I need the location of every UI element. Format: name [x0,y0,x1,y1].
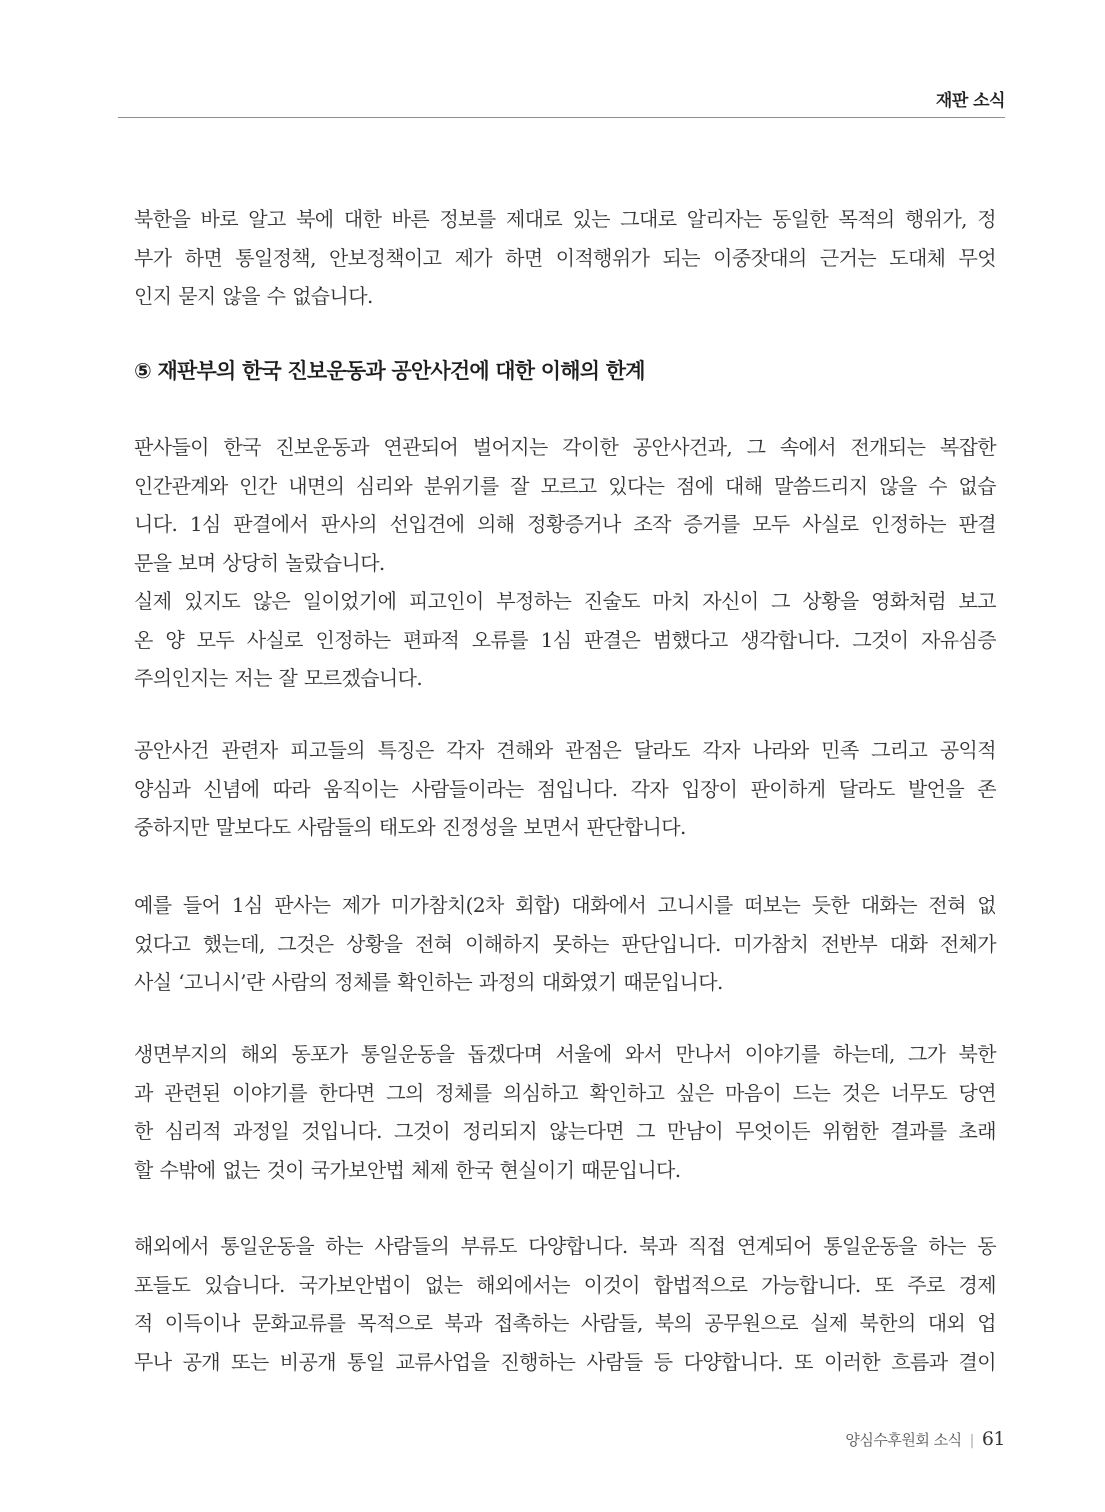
text-line: 중하지만 말보다도 사람들의 태도와 진정성을 보면서 판단합니다. [134,815,686,839]
text-line: 었다고 했는데, 그것은 상황을 전혀 이해하지 못하는 판단입니다. 미가참치 전반부 대화 전체가 [134,931,996,956]
page-number: 61 [981,1428,1005,1450]
text-line: 인지 묻지 않을 수 없습니다. [134,284,373,308]
text-line: 예를 들어 1심 판사는 제가 미가참치(2차 회합) 대화에서 고니시를 떠보는 듯한 대화는 전혀 없 [134,893,996,917]
text-line: 판사들이 한국 진보운동과 연관되어 벌어지는 각이한 공안사건과, 그 속에서 전개되는 복잡한 [134,435,996,459]
text-line: 인간관계와 인간 내면의 심리와 분위기를 잘 모르고 있다는 점에 대해 말씀드리지 않을 수 없습 [134,473,996,498]
paragraph-biased-error [134,582,996,698]
text-line: 니다. 1심 판결에서 판사의 선입견에 의해 정황증거나 조작 증거를 모두 사실로 인정하는 판결 [134,512,996,536]
footer-separator: | [969,1433,974,1449]
text-line: 무나 공개 또는 비공개 통일 교류사업을 진행하는 사람들 등 다양합니다. 또 이러한 흐름과 결이 [134,1349,996,1374]
text-line: 과 관련된 이야기를 한다면 그의 정체를 의심하고 확인하고 싶은 마음이 드는 것은 너무도 당연 [134,1080,996,1105]
intro-paragraph [134,200,996,316]
text-line: 할 수밖에 없는 것이 국가보안법 체제 한국 현실이기 때문입니다. [134,1157,681,1182]
text-line: 생면부지의 해외 동포가 통일운동을 돕겠다며 서울에 와서 만나서 이야기를 하는데, 그가 북한 [134,1042,996,1066]
running-header-section-label: 재판 소식 [935,91,1005,111]
text-line: 온 양 모두 사실로 인정하는 편파적 오류를 1심 판결은 범했다고 생각합니다. 그것이 자유심증 [134,627,996,652]
text-line: 적 이득이나 문화교류를 목적으로 북과 접촉하는 사람들, 북의 공무원으로 실제 북한의 대외 업 [134,1311,996,1335]
text-line: 실제 있지도 않은 일이었기에 피고인이 부정하는 진술도 마치 자신이 그 상황을 영화처럼 보고 [134,589,996,613]
text-line: 해외에서 통일운동을 하는 사람들의 부류도 다양합니다. 북과 직접 연계되어 통일운동을 하는 동 [134,1234,996,1258]
text-line: 주의인지는 저는 잘 모르겠습니다. [134,666,423,690]
text-line: 포들도 있습니다. 국가보안법이 없는 해외에서는 이것이 합법적으로 가능합니다. 또 주로 경제 [134,1272,996,1297]
paragraph-defendant-traits [134,731,996,847]
text-line: 공안사건 관련자 피고들의 특징은 각자 견해와 관점은 달라도 각자 나라와 민족 그리고 공익적 [134,738,996,762]
text-line: 북한을 바로 알고 북에 대한 바른 정보를 제대로 있는 그대로 알리자는 동일한 목적의 행위가, 정 [134,207,996,231]
section-heading: ⑤ 재판부의 한국 진보운동과 공안사건에 대한 이해의 한계 [134,359,645,383]
text-line: 사실 ‘고니시’란 사람의 정체를 확인하는 과정의 대화였기 때문입니다. [134,970,723,994]
paragraph-overseas-movement-types [134,1227,996,1381]
paragraph-overseas-compatriot [134,1035,996,1189]
page-footer [845,1428,1005,1450]
text-line: 문을 보며 상당히 놀랐습니다. [134,550,385,575]
text-line: 부가 하면 통일정책, 안보정책이고 제가 하면 이적행위가 되는 이중잣대의 근거는 도대체 무엇 [134,245,996,270]
paragraph-judges-understanding [134,428,996,582]
header-divider [118,117,1005,118]
footer-publication-name: 양심수후원회 소식 [845,1431,962,1449]
text-line: 양심과 신념에 따라 움직이는 사람들이라는 점입니다. 각자 입장이 판이하게 달라도 발언을 존 [134,776,996,801]
text-line: 한 심리적 과정일 것입니다. 그것이 정리되지 않는다면 그 만남이 무엇이든 위험한 결과를 초래 [134,1119,996,1143]
paragraph-mika-tuna-example [134,886,996,1002]
